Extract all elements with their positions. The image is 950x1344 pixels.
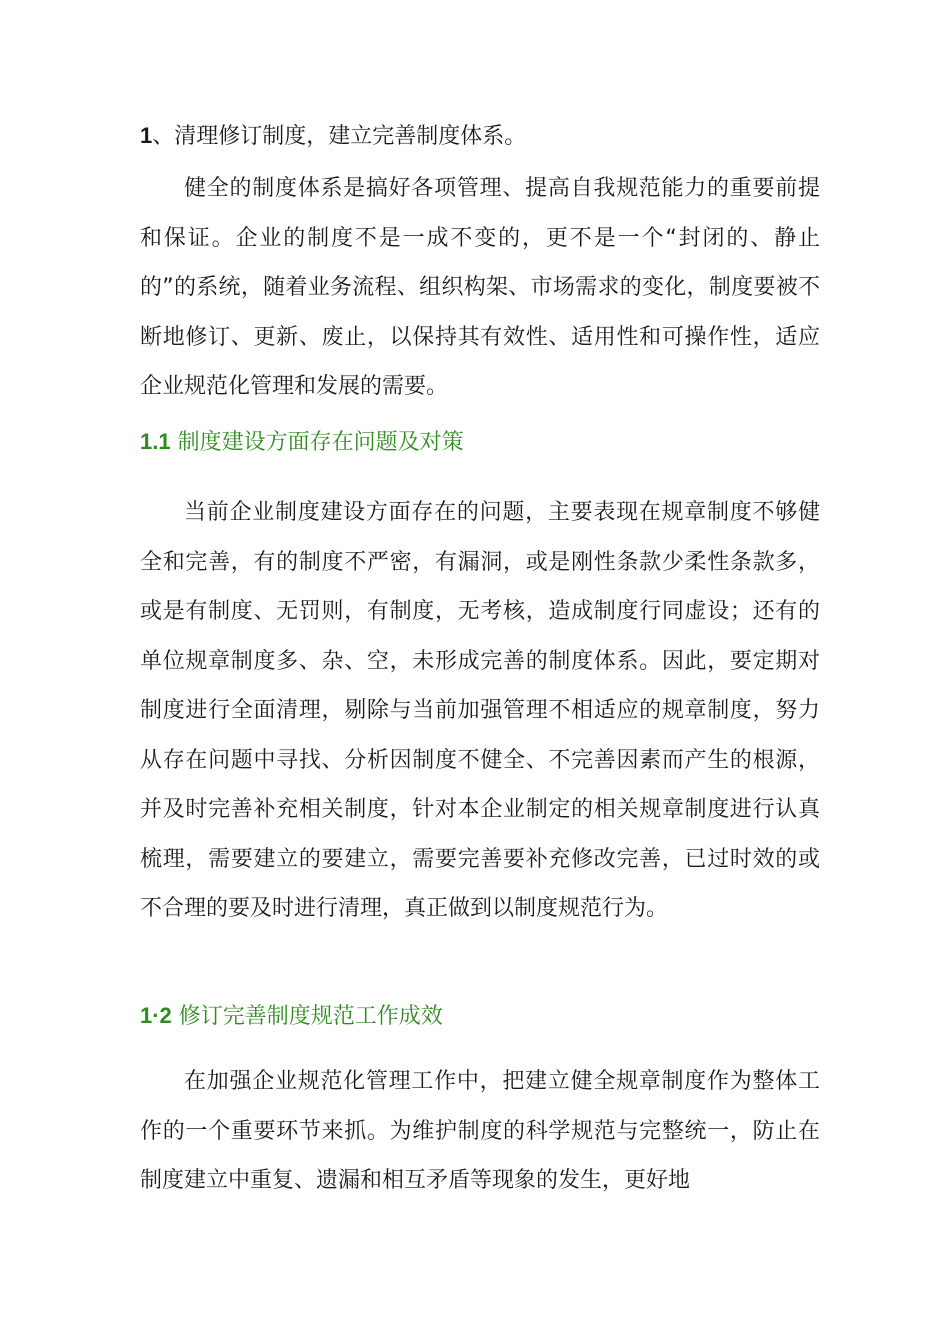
subsection-title: 制度建设方面存在问题及对策 [170, 430, 464, 455]
subsection-heading-1-2 [140, 1002, 443, 1031]
subsection-title: 修订完善制度规范工作成效 [171, 1004, 443, 1029]
subsection-1-2-paragraph: 在加强企业规范化管理工作中，把建立健全规章制度作为整体工作的一个重要环节来抓。为维护制度的科学规范与完整统一，防止在制度建立中重复、遗漏和相互矛盾等现象的发生，更好地 [140, 1069, 820, 1193]
section-heading [140, 122, 526, 151]
section-title: 、清理修订制度，建立完善制度体系。 [152, 124, 527, 149]
section-number: 1 [140, 123, 153, 148]
subsection-heading-1-1 [140, 428, 464, 457]
subsection-1-1-paragraph: 当前企业制度建设方面存在的问题，主要表现在规章制度不够健全和完善，有的制度不严密，有漏洞，或是刚性条款少柔性条款多，或是有制度、无罚则，有制度，无考核，造成制度行同虚设；还有的单位规章制度多、杂、空，未形成完善的制度体系。因此，要定期对制度进行全面清理，剔除与当前加强管理不相适应的规章制度，努力从存在问题中寻找、分析因制度不健全、不完善因素而产生的根源，并及时完善补充相关制度，针对本企业制定的相关规章制度进行认真梳理，需要建立的要建立，需要完善要补充修改完善，已过时效的或不合理的要及时进行清理，真正做到以制度规范行为。 [140, 500, 820, 921]
intro-paragraph: 健全的制度体系是搞好各项管理、提高自我规范能力的重要前提和保证。企业的制度不是一成不变的，更不是一个“封闭的、静止的”的系统，随着业务流程、组织构架、市场需求的变化，制度要被不断地修订、更新、废止，以保持其有效性、适用性和可操作性，适应企业规范化管理和发展的需要。 [140, 176, 820, 399]
subsection-number: 1·2 [140, 1003, 172, 1028]
subsection-number: 1.1 [140, 429, 171, 454]
